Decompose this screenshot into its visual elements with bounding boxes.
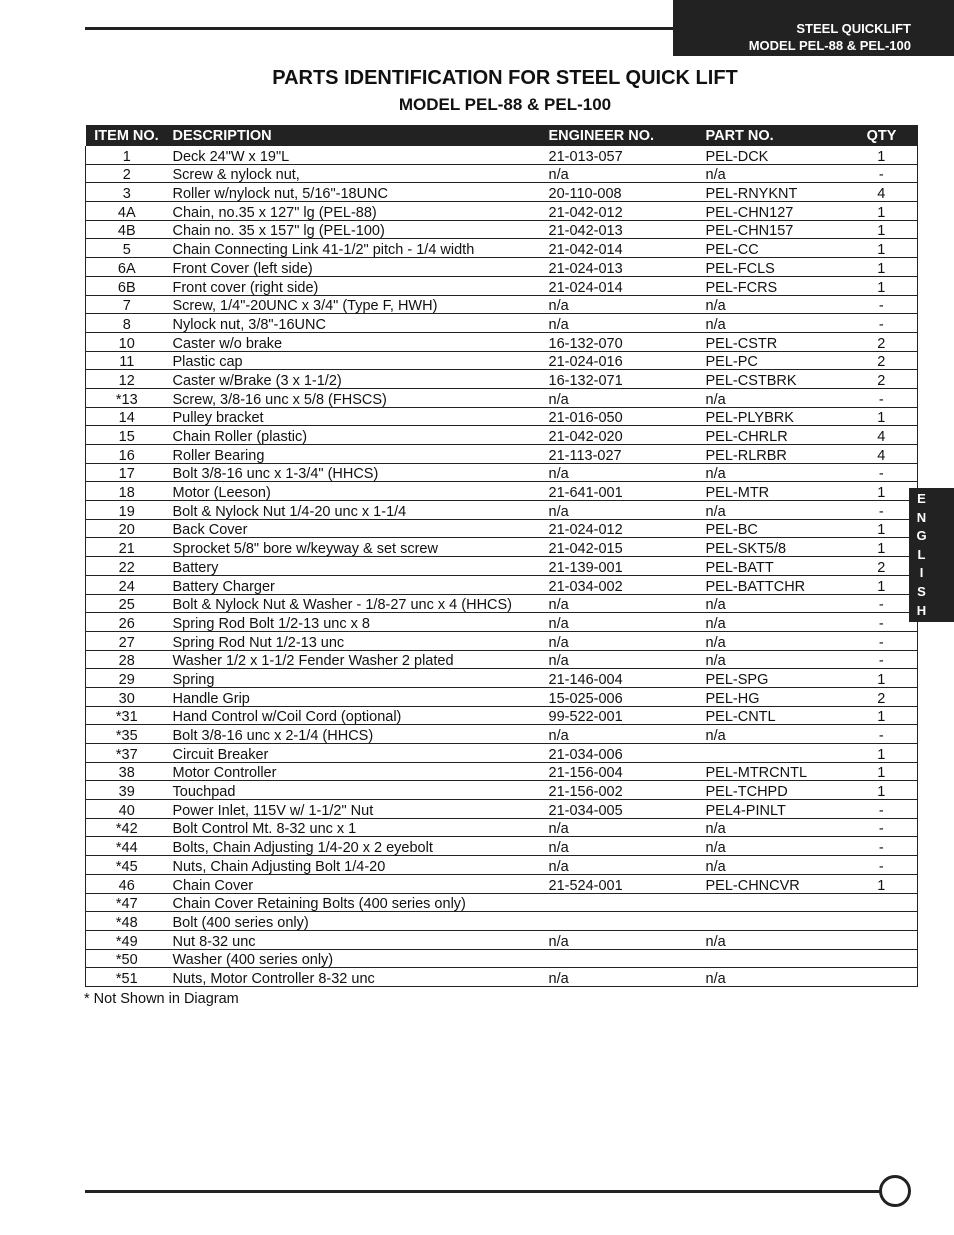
description-cell: Battery bbox=[168, 557, 549, 576]
engineer-no-cell: 16-132-070 bbox=[549, 332, 706, 351]
table-row bbox=[86, 351, 918, 370]
table-row bbox=[86, 837, 918, 856]
qty-cell: - bbox=[846, 295, 918, 314]
item-no-cell: 6B bbox=[86, 276, 168, 295]
part-no-cell: PEL4-PINLT bbox=[706, 800, 846, 819]
item-no-cell: 21 bbox=[86, 538, 168, 557]
description-cell: Battery Charger bbox=[168, 575, 549, 594]
part-no-cell: n/a bbox=[706, 930, 846, 949]
table-row bbox=[86, 874, 918, 893]
part-no-cell bbox=[706, 893, 846, 912]
item-no-cell: 5 bbox=[86, 239, 168, 258]
engineer-no-cell: 21-042-013 bbox=[549, 220, 706, 239]
item-no-cell: *48 bbox=[86, 912, 168, 931]
description-cell: Deck 24"W x 19"L bbox=[168, 146, 549, 164]
qty-cell: - bbox=[846, 463, 918, 482]
description-cell: Front Cover (left side) bbox=[168, 258, 549, 277]
qty-cell: - bbox=[846, 594, 918, 613]
engineer-no-cell: n/a bbox=[549, 930, 706, 949]
table-row bbox=[86, 762, 918, 781]
engineer-no-cell: 21-042-015 bbox=[549, 538, 706, 557]
part-no-cell: PEL-SPG bbox=[706, 669, 846, 688]
engineer-no-cell: n/a bbox=[549, 295, 706, 314]
part-no-cell: n/a bbox=[706, 968, 846, 987]
footer-rule bbox=[85, 1190, 883, 1193]
page-title: PARTS IDENTIFICATION FOR STEEL QUICK LIFT bbox=[272, 67, 738, 89]
engineer-no-cell: 21-034-005 bbox=[549, 800, 706, 819]
table-row bbox=[86, 463, 918, 482]
column-header-qty: QTY bbox=[846, 125, 918, 146]
item-no-cell: *42 bbox=[86, 818, 168, 837]
description-cell: Front cover (right side) bbox=[168, 276, 549, 295]
engineer-no-cell: n/a bbox=[549, 818, 706, 837]
table-row bbox=[86, 202, 918, 221]
table-row bbox=[86, 669, 918, 688]
description-cell: Screw, 1/4"-20UNC x 3/4" (Type F, HWH) bbox=[168, 295, 549, 314]
engineer-no-cell: 21-042-012 bbox=[549, 202, 706, 221]
description-cell: Motor Controller bbox=[168, 762, 549, 781]
header-tab-model: MODEL PEL-88 & PEL-100 bbox=[748, 38, 911, 53]
table-row bbox=[86, 856, 918, 875]
description-cell: Circuit Breaker bbox=[168, 744, 549, 763]
header-tab bbox=[673, 0, 954, 56]
item-no-cell: 24 bbox=[86, 575, 168, 594]
part-no-cell: n/a bbox=[706, 818, 846, 837]
column-header-description: DESCRIPTION bbox=[168, 125, 549, 146]
part-no-cell: PEL-BATT bbox=[706, 557, 846, 576]
part-no-cell: PEL-CHN157 bbox=[706, 220, 846, 239]
part-no-cell: n/a bbox=[706, 837, 846, 856]
item-no-cell: 1 bbox=[86, 146, 168, 164]
qty-cell: - bbox=[846, 314, 918, 333]
part-no-cell: n/a bbox=[706, 631, 846, 650]
item-no-cell: 6A bbox=[86, 258, 168, 277]
description-cell: Chain Connecting Link 41-1/2" pitch - 1/4 width bbox=[168, 239, 549, 258]
qty-cell: 1 bbox=[846, 276, 918, 295]
part-no-cell: PEL-RNYKNT bbox=[706, 183, 846, 202]
part-no-cell: n/a bbox=[706, 388, 846, 407]
engineer-no-cell: 21-034-006 bbox=[549, 744, 706, 763]
language-tab-letter: H bbox=[916, 602, 927, 618]
engineer-no-cell: 16-132-071 bbox=[549, 370, 706, 389]
description-cell: Touchpad bbox=[168, 781, 549, 800]
table-row bbox=[86, 800, 918, 819]
engineer-no-cell: 21-524-001 bbox=[549, 874, 706, 893]
table-row bbox=[86, 594, 918, 613]
column-header-engineer-no: ENGINEER NO. bbox=[549, 125, 706, 146]
engineer-no-cell: 21-016-050 bbox=[549, 407, 706, 426]
item-no-cell: 17 bbox=[86, 463, 168, 482]
part-no-cell: PEL-PLYBRK bbox=[706, 407, 846, 426]
qty-cell: 1 bbox=[846, 575, 918, 594]
qty-cell: - bbox=[846, 725, 918, 744]
footnote: * Not Shown in Diagram bbox=[84, 991, 239, 1007]
part-no-cell: PEL-CNTL bbox=[706, 706, 846, 725]
table-row bbox=[86, 445, 918, 464]
item-no-cell: 27 bbox=[86, 631, 168, 650]
language-tab-letter: I bbox=[919, 565, 924, 581]
engineer-no-cell: n/a bbox=[549, 837, 706, 856]
table-row bbox=[86, 781, 918, 800]
qty-cell: - bbox=[846, 800, 918, 819]
qty-cell: 2 bbox=[846, 557, 918, 576]
part-no-cell: PEL-CHN127 bbox=[706, 202, 846, 221]
description-cell: Nut 8-32 unc bbox=[168, 930, 549, 949]
description-cell: Nuts, Chain Adjusting Bolt 1/4-20 bbox=[168, 856, 549, 875]
engineer-no-cell: 21-042-020 bbox=[549, 426, 706, 445]
table-row bbox=[86, 968, 918, 987]
description-cell: Chain, no.35 x 127" lg (PEL-88) bbox=[168, 202, 549, 221]
part-no-cell: n/a bbox=[706, 650, 846, 669]
table-row bbox=[86, 314, 918, 333]
description-cell: Caster w/o brake bbox=[168, 332, 549, 351]
part-no-cell: n/a bbox=[706, 164, 846, 183]
engineer-no-cell bbox=[549, 893, 706, 912]
table-row bbox=[86, 183, 918, 202]
qty-cell: 1 bbox=[846, 781, 918, 800]
column-header-item-no: ITEM NO. bbox=[86, 125, 168, 146]
header-tab-title: STEEL QUICKLIFT bbox=[796, 21, 911, 36]
item-no-cell: 19 bbox=[86, 501, 168, 520]
item-no-cell: 25 bbox=[86, 594, 168, 613]
part-no-cell: PEL-CSTBRK bbox=[706, 370, 846, 389]
table-row bbox=[86, 295, 918, 314]
part-no-cell: n/a bbox=[706, 594, 846, 613]
item-no-cell: 10 bbox=[86, 332, 168, 351]
qty-cell: 2 bbox=[846, 351, 918, 370]
item-no-cell: 22 bbox=[86, 557, 168, 576]
part-no-cell: n/a bbox=[706, 295, 846, 314]
qty-cell: 2 bbox=[846, 370, 918, 389]
engineer-no-cell: 20-110-008 bbox=[549, 183, 706, 202]
engineer-no-cell: 21-641-001 bbox=[549, 482, 706, 501]
engineer-no-cell: 15-025-006 bbox=[549, 687, 706, 706]
qty-cell: - bbox=[846, 837, 918, 856]
item-no-cell: 7 bbox=[86, 295, 168, 314]
table-row bbox=[86, 388, 918, 407]
item-no-cell: *51 bbox=[86, 968, 168, 987]
part-no-cell: PEL-MTR bbox=[706, 482, 846, 501]
engineer-no-cell: 21-024-014 bbox=[549, 276, 706, 295]
qty-cell: 1 bbox=[846, 669, 918, 688]
item-no-cell: *31 bbox=[86, 706, 168, 725]
table-row bbox=[86, 276, 918, 295]
description-cell: Chain Cover bbox=[168, 874, 549, 893]
qty-cell: 1 bbox=[846, 220, 918, 239]
qty-cell: 1 bbox=[846, 706, 918, 725]
description-cell: Chain Cover Retaining Bolts (400 series only) bbox=[168, 893, 549, 912]
item-no-cell: *35 bbox=[86, 725, 168, 744]
item-no-cell: 29 bbox=[86, 669, 168, 688]
qty-cell: 1 bbox=[846, 874, 918, 893]
table-row bbox=[86, 239, 918, 258]
item-no-cell: *49 bbox=[86, 930, 168, 949]
table-row bbox=[86, 482, 918, 501]
qty-cell: 2 bbox=[846, 687, 918, 706]
item-no-cell: 46 bbox=[86, 874, 168, 893]
qty-cell: 1 bbox=[846, 146, 918, 164]
parts-table-body bbox=[86, 146, 918, 986]
qty-cell: 4 bbox=[846, 183, 918, 202]
engineer-no-cell: n/a bbox=[549, 968, 706, 987]
table-row bbox=[86, 519, 918, 538]
item-no-cell: 28 bbox=[86, 650, 168, 669]
item-no-cell: 4A bbox=[86, 202, 168, 221]
description-cell: Back Cover bbox=[168, 519, 549, 538]
description-cell: Washer 1/2 x 1-1/2 Fender Washer 2 plated bbox=[168, 650, 549, 669]
language-tab-english bbox=[909, 488, 954, 622]
table-row bbox=[86, 426, 918, 445]
table-row bbox=[86, 949, 918, 968]
item-no-cell: *45 bbox=[86, 856, 168, 875]
table-row bbox=[86, 744, 918, 763]
part-no-cell: PEL-CHRLR bbox=[706, 426, 846, 445]
qty-cell bbox=[846, 930, 918, 949]
qty-cell: - bbox=[846, 650, 918, 669]
description-cell: Power Inlet, 115V w/ 1-1/2" Nut bbox=[168, 800, 549, 819]
language-tab-letter: G bbox=[916, 528, 927, 544]
engineer-no-cell: 21-024-012 bbox=[549, 519, 706, 538]
item-no-cell: 30 bbox=[86, 687, 168, 706]
item-no-cell: *47 bbox=[86, 893, 168, 912]
description-cell: Screw & nylock nut, bbox=[168, 164, 549, 183]
table-row bbox=[86, 220, 918, 239]
parts-table bbox=[85, 125, 918, 987]
qty-cell bbox=[846, 949, 918, 968]
qty-cell bbox=[846, 968, 918, 987]
table-row bbox=[86, 613, 918, 632]
item-no-cell: 40 bbox=[86, 800, 168, 819]
engineer-no-cell: n/a bbox=[549, 594, 706, 613]
description-cell: Bolt 3/8-16 unc x 2-1/4 (HHCS) bbox=[168, 725, 549, 744]
table-row bbox=[86, 538, 918, 557]
engineer-no-cell: n/a bbox=[549, 463, 706, 482]
description-cell: Bolt & Nylock Nut & Washer - 1/8-27 unc x 4 (HHCS) bbox=[168, 594, 549, 613]
description-cell: Spring Rod Nut 1/2-13 unc bbox=[168, 631, 549, 650]
item-no-cell: 8 bbox=[86, 314, 168, 333]
part-no-cell: n/a bbox=[706, 463, 846, 482]
part-no-cell: PEL-BC bbox=[706, 519, 846, 538]
description-cell: Roller w/nylock nut, 5/16"-18UNC bbox=[168, 183, 549, 202]
description-cell: Motor (Leeson) bbox=[168, 482, 549, 501]
item-no-cell: 39 bbox=[86, 781, 168, 800]
item-no-cell: 26 bbox=[86, 613, 168, 632]
table-row bbox=[86, 258, 918, 277]
part-no-cell: PEL-PC bbox=[706, 351, 846, 370]
qty-cell: 1 bbox=[846, 744, 918, 763]
engineer-no-cell: 21-156-004 bbox=[549, 762, 706, 781]
description-cell: Bolt (400 series only) bbox=[168, 912, 549, 931]
description-cell: Bolts, Chain Adjusting 1/4-20 x 2 eyebolt bbox=[168, 837, 549, 856]
qty-cell: - bbox=[846, 164, 918, 183]
header-rule bbox=[85, 27, 675, 30]
item-no-cell: *44 bbox=[86, 837, 168, 856]
engineer-no-cell: n/a bbox=[549, 164, 706, 183]
table-row bbox=[86, 370, 918, 389]
engineer-no-cell: n/a bbox=[549, 650, 706, 669]
qty-cell: - bbox=[846, 613, 918, 632]
description-cell: Hand Control w/Coil Cord (optional) bbox=[168, 706, 549, 725]
engineer-no-cell: 21-042-014 bbox=[549, 239, 706, 258]
part-no-cell: PEL-RLRBR bbox=[706, 445, 846, 464]
engineer-no-cell: 21-113-027 bbox=[549, 445, 706, 464]
engineer-no-cell: 99-522-001 bbox=[549, 706, 706, 725]
part-no-cell bbox=[706, 912, 846, 931]
language-tab-letter: N bbox=[916, 509, 927, 525]
part-no-cell bbox=[706, 744, 846, 763]
part-no-cell: PEL-HG bbox=[706, 687, 846, 706]
qty-cell: 4 bbox=[846, 445, 918, 464]
part-no-cell: PEL-CHNCVR bbox=[706, 874, 846, 893]
table-row bbox=[86, 650, 918, 669]
item-no-cell: 2 bbox=[86, 164, 168, 183]
description-cell: Plastic cap bbox=[168, 351, 549, 370]
description-cell: Sprocket 5/8" bore w/keyway & set screw bbox=[168, 538, 549, 557]
item-no-cell: *50 bbox=[86, 949, 168, 968]
description-cell: Nuts, Motor Controller 8-32 unc bbox=[168, 968, 549, 987]
part-no-cell: n/a bbox=[706, 613, 846, 632]
table-row bbox=[86, 706, 918, 725]
table-row bbox=[86, 687, 918, 706]
item-no-cell: 14 bbox=[86, 407, 168, 426]
engineer-no-cell: n/a bbox=[549, 725, 706, 744]
table-row bbox=[86, 725, 918, 744]
qty-cell: 1 bbox=[846, 239, 918, 258]
column-header-part-no: PART NO. bbox=[706, 125, 846, 146]
table-row bbox=[86, 407, 918, 426]
item-no-cell: 3 bbox=[86, 183, 168, 202]
item-no-cell: 18 bbox=[86, 482, 168, 501]
language-tab-letter: S bbox=[917, 583, 926, 599]
description-cell: Screw, 3/8-16 unc x 5/8 (FHSCS) bbox=[168, 388, 549, 407]
qty-cell bbox=[846, 893, 918, 912]
qty-cell: 1 bbox=[846, 407, 918, 426]
part-no-cell: PEL-FCLS bbox=[706, 258, 846, 277]
description-cell: Bolt & Nylock Nut 1/4-20 unc x 1-1/4 bbox=[168, 501, 549, 520]
language-tab-letter: E bbox=[917, 491, 926, 506]
table-row bbox=[86, 893, 918, 912]
item-no-cell: 15 bbox=[86, 426, 168, 445]
qty-cell: - bbox=[846, 631, 918, 650]
item-no-cell: 16 bbox=[86, 445, 168, 464]
item-no-cell: 38 bbox=[86, 762, 168, 781]
qty-cell: 1 bbox=[846, 519, 918, 538]
description-cell: Chain no. 35 x 157" lg (PEL-100) bbox=[168, 220, 549, 239]
engineer-no-cell bbox=[549, 949, 706, 968]
engineer-no-cell: n/a bbox=[549, 314, 706, 333]
description-cell: Pulley bracket bbox=[168, 407, 549, 426]
part-no-cell: PEL-BATTCHR bbox=[706, 575, 846, 594]
part-no-cell: PEL-SKT5/8 bbox=[706, 538, 846, 557]
part-no-cell: PEL-CC bbox=[706, 239, 846, 258]
description-cell: Chain Roller (plastic) bbox=[168, 426, 549, 445]
page-subtitle: MODEL PEL-88 & PEL-100 bbox=[398, 95, 612, 114]
engineer-no-cell: 21-156-002 bbox=[549, 781, 706, 800]
qty-cell: - bbox=[846, 388, 918, 407]
table-row bbox=[86, 332, 918, 351]
language-tab-letter: L bbox=[917, 546, 926, 562]
part-no-cell: PEL-CSTR bbox=[706, 332, 846, 351]
description-cell: Nylock nut, 3/8"-16UNC bbox=[168, 314, 549, 333]
description-cell: Spring Rod Bolt 1/2-13 unc x 8 bbox=[168, 613, 549, 632]
table-row bbox=[86, 146, 918, 164]
qty-cell: 1 bbox=[846, 482, 918, 501]
qty-cell: 1 bbox=[846, 202, 918, 221]
part-no-cell: n/a bbox=[706, 501, 846, 520]
table-header-row bbox=[86, 125, 918, 146]
item-no-cell: 4B bbox=[86, 220, 168, 239]
item-no-cell: 11 bbox=[86, 351, 168, 370]
part-no-cell: n/a bbox=[706, 314, 846, 333]
engineer-no-cell: 21-013-057 bbox=[549, 146, 706, 164]
engineer-no-cell: n/a bbox=[549, 631, 706, 650]
description-cell: Caster w/Brake (3 x 1-1/2) bbox=[168, 370, 549, 389]
engineer-no-cell: 21-146-004 bbox=[549, 669, 706, 688]
engineer-no-cell bbox=[549, 912, 706, 931]
engineer-no-cell: n/a bbox=[549, 856, 706, 875]
table-row bbox=[86, 575, 918, 594]
item-no-cell: 20 bbox=[86, 519, 168, 538]
item-no-cell: 12 bbox=[86, 370, 168, 389]
item-no-cell: *13 bbox=[86, 388, 168, 407]
description-cell: Spring bbox=[168, 669, 549, 688]
qty-cell: - bbox=[846, 501, 918, 520]
table-row bbox=[86, 912, 918, 931]
part-no-cell: PEL-DCK bbox=[706, 146, 846, 164]
engineer-no-cell: n/a bbox=[549, 613, 706, 632]
engineer-no-cell: 21-034-002 bbox=[549, 575, 706, 594]
qty-cell: 2 bbox=[846, 332, 918, 351]
description-cell: Bolt 3/8-16 unc x 1-3/4" (HHCS) bbox=[168, 463, 549, 482]
engineer-no-cell: n/a bbox=[549, 501, 706, 520]
part-no-cell: n/a bbox=[706, 856, 846, 875]
description-cell: Bolt Control Mt. 8-32 unc x 1 bbox=[168, 818, 549, 837]
item-no-cell: *37 bbox=[86, 744, 168, 763]
page-number-circle bbox=[879, 1175, 911, 1207]
engineer-no-cell: 21-139-001 bbox=[549, 557, 706, 576]
description-cell: Roller Bearing bbox=[168, 445, 549, 464]
qty-cell: 1 bbox=[846, 538, 918, 557]
part-no-cell: PEL-TCHPD bbox=[706, 781, 846, 800]
table-row bbox=[86, 930, 918, 949]
table-row bbox=[86, 631, 918, 650]
engineer-no-cell: 21-024-016 bbox=[549, 351, 706, 370]
description-cell: Handle Grip bbox=[168, 687, 549, 706]
table-row bbox=[86, 557, 918, 576]
table-row bbox=[86, 501, 918, 520]
part-no-cell bbox=[706, 949, 846, 968]
qty-cell: 1 bbox=[846, 762, 918, 781]
table-row bbox=[86, 164, 918, 183]
part-no-cell: n/a bbox=[706, 725, 846, 744]
qty-cell: - bbox=[846, 818, 918, 837]
table-row bbox=[86, 818, 918, 837]
part-no-cell: PEL-FCRS bbox=[706, 276, 846, 295]
qty-cell: 1 bbox=[846, 258, 918, 277]
part-no-cell: PEL-MTRCNTL bbox=[706, 762, 846, 781]
qty-cell: - bbox=[846, 856, 918, 875]
engineer-no-cell: 21-024-013 bbox=[549, 258, 706, 277]
qty-cell bbox=[846, 912, 918, 931]
description-cell: Washer (400 series only) bbox=[168, 949, 549, 968]
qty-cell: 4 bbox=[846, 426, 918, 445]
engineer-no-cell: n/a bbox=[549, 388, 706, 407]
